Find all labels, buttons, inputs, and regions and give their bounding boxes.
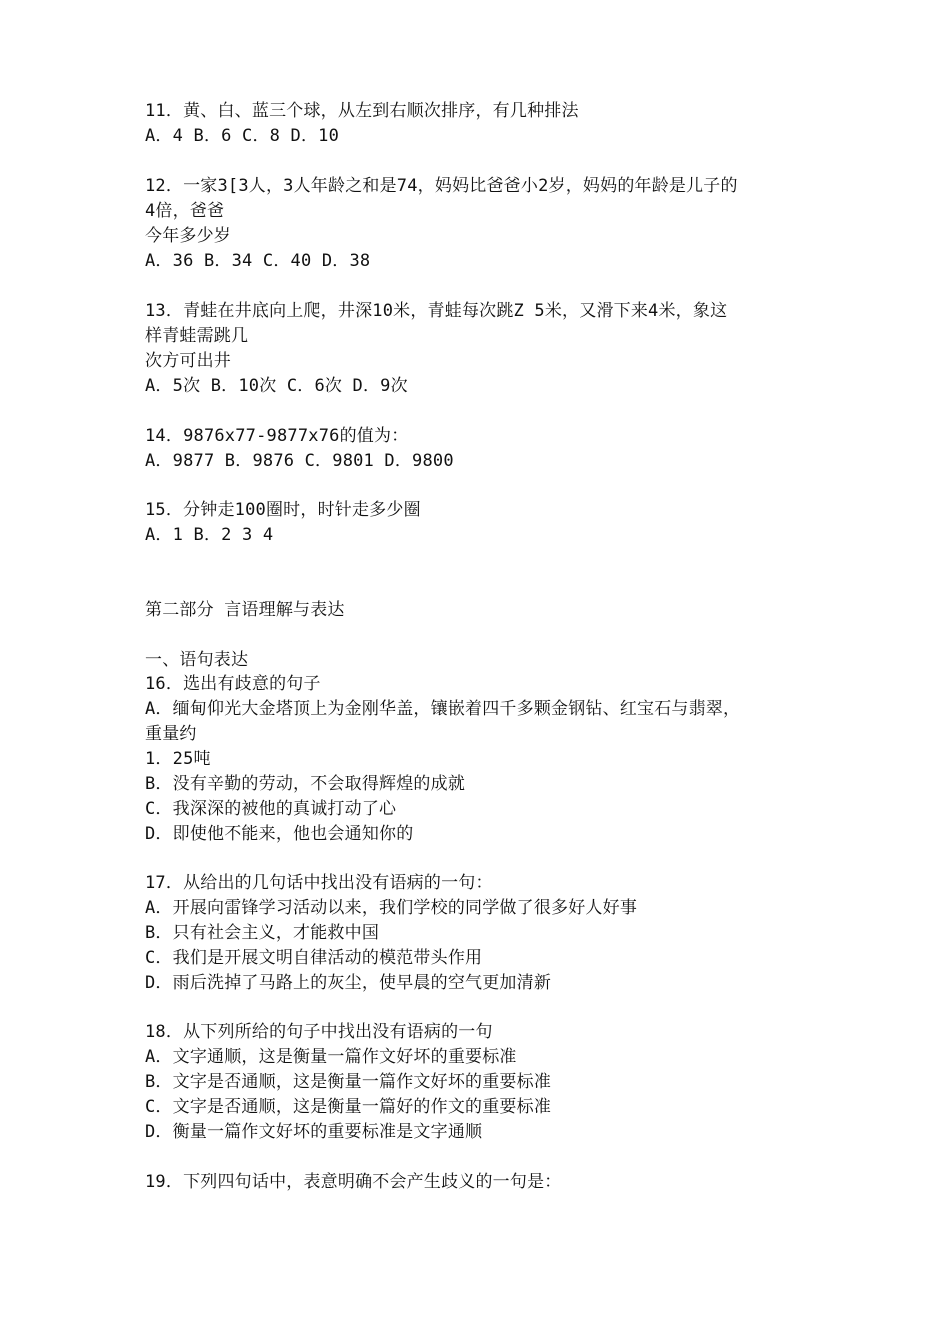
question-16-stem: 16．选出有歧意的句子 bbox=[145, 674, 321, 694]
question-12-stem-line1: 12．一家3[3人，3人年龄之和是74，妈妈比爸爸小2岁，妈妈的年龄是儿子的 bbox=[145, 176, 738, 196]
question-15-options: A．1 B．2 3 4 bbox=[145, 525, 274, 545]
question-17-option-c: C．我们是开展文明自律活动的模范带头作用 bbox=[145, 948, 483, 968]
question-18-stem: 18．从下列所给的句子中找出没有语病的一句 bbox=[145, 1022, 493, 1042]
question-16-option-b: B．没有辛勤的劳动，不会取得辉煌的成就 bbox=[145, 774, 466, 794]
question-16-option-d: D．即使他不能来，他也会通知你的 bbox=[145, 824, 414, 844]
question-18-option-c: C．文字是否通顺，这是衡量一篇好的作文的重要标准 bbox=[145, 1097, 552, 1117]
question-12-options: A．36 B．34 C．40 D．38 bbox=[145, 251, 371, 271]
question-17-option-d: D．雨后洗掉了马路上的灰尘，使早晨的空气更加清新 bbox=[145, 973, 552, 993]
question-17-stem: 17．从给出的几句话中找出没有语病的一句： bbox=[145, 873, 493, 893]
question-14-stem: 14．9876x77-9877x76的值为： bbox=[145, 426, 409, 446]
question-13-stem-line3: 次方可出井 bbox=[145, 351, 231, 371]
question-18-option-b: B．文字是否通顺，这是衡量一篇作文好坏的重要标准 bbox=[145, 1072, 552, 1092]
subsection-title: 一、语句表达 bbox=[145, 650, 249, 670]
question-13-options: A．5次 B．10次 C．6次 D．9次 bbox=[145, 376, 408, 396]
question-16-option-c: C．我深深的被他的真诚打动了心 bbox=[145, 799, 397, 819]
question-16-option-a-line1: A．缅甸仰光大金塔顶上为金刚华盖，镶嵌着四千多颗金钢钻、红宝石与翡翠， bbox=[145, 699, 741, 719]
question-19-stem: 19．下列四句话中，表意明确不会产生歧义的一句是： bbox=[145, 1172, 562, 1192]
question-15-stem: 15．分钟走100圈时，时针走多少圈 bbox=[145, 500, 421, 520]
question-12-stem-line3: 今年多少岁 bbox=[145, 226, 231, 246]
question-13-stem-line1: 13．青蛙在井底向上爬，井深10米，青蛙每次跳Z 5米，又滑下来4米，象这 bbox=[145, 301, 728, 321]
question-11-stem: 11．黄、白、蓝三个球，从左到右顺次排序，有几种排法 bbox=[145, 101, 579, 121]
question-11-options: A．4 B．6 C．8 D．10 bbox=[145, 126, 340, 146]
question-14-options: A．9877 B．9876 C．9801 D．9800 bbox=[145, 451, 454, 471]
question-17-option-a: A．开展向雷锋学习活动以来，我们学校的同学做了很多好人好事 bbox=[145, 898, 638, 918]
question-16-option-a-line2: 重量约 bbox=[145, 724, 197, 744]
question-13-stem-line2: 样青蛙需跳几 bbox=[145, 326, 249, 346]
question-16-option-a-line3: 1．25吨 bbox=[145, 749, 211, 769]
question-17-option-b: B．只有社会主义，才能救中国 bbox=[145, 923, 380, 943]
question-12-stem-line2: 4倍，爸爸 bbox=[145, 201, 225, 221]
question-18-option-a: A．文字通顺，这是衡量一篇作文好坏的重要标准 bbox=[145, 1047, 517, 1067]
section-title: 第二部分 言语理解与表达 bbox=[145, 600, 345, 620]
question-18-option-d: D．衡量一篇作文好坏的重要标准是文字通顺 bbox=[145, 1122, 483, 1142]
